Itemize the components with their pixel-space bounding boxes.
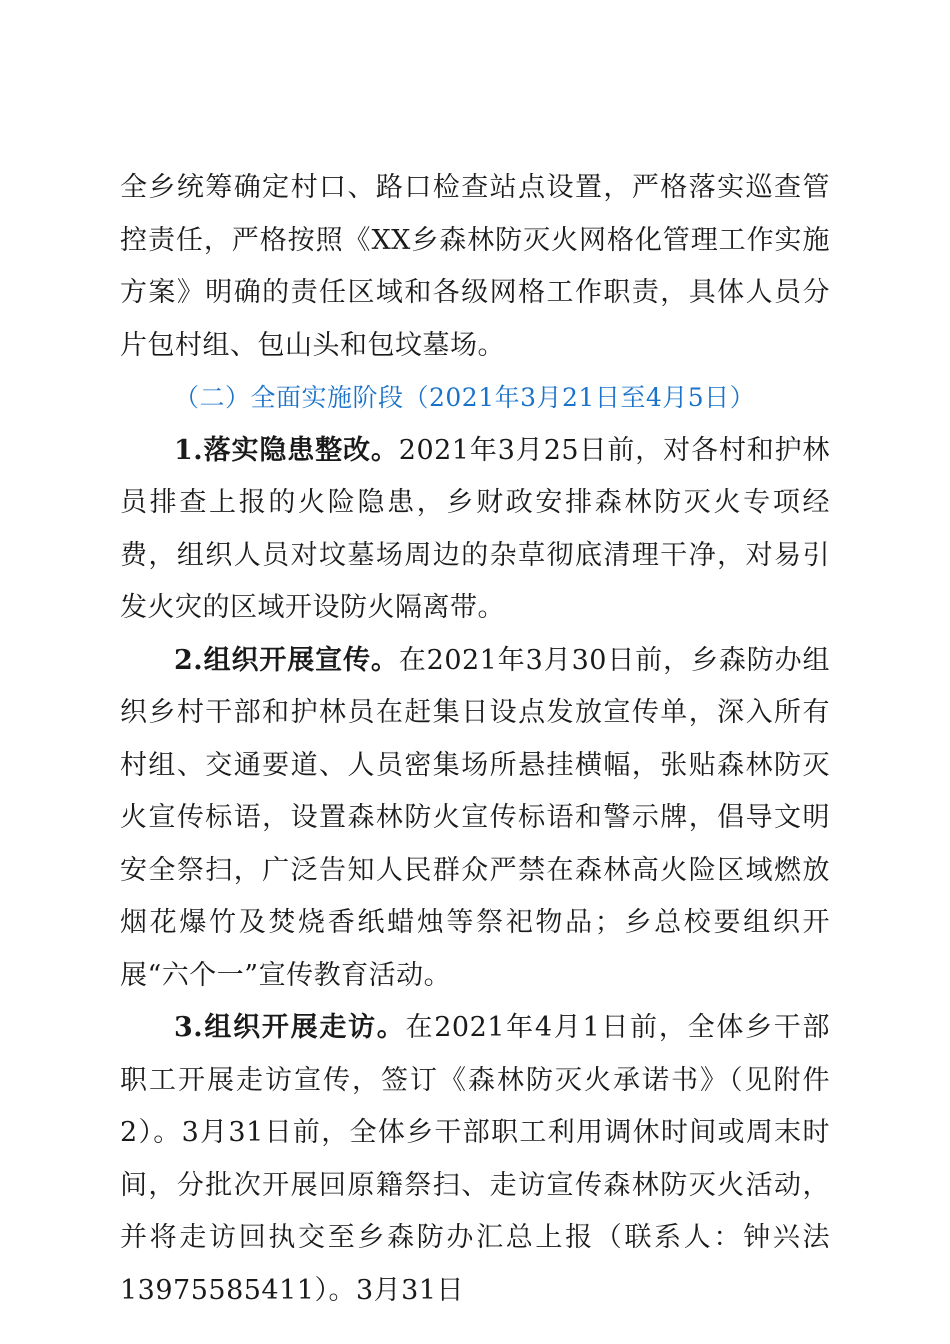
paragraph-intro: 全乡统筹确定村口、路口检查站点设置，严格落实巡查管控责任，严格按照《XX乡森林防灭火网格化管理工作实施方案》明确的责任区域和各级网格工作职责，具体人员分片包村组、包山头和包坟墓场。 xyxy=(120,172,830,361)
item-1-paragraph xyxy=(120,425,830,635)
item-1-title: 1.落实隐患整改。 xyxy=(174,434,399,466)
item-3-title: 3.组织开展走访。 xyxy=(174,1012,406,1043)
section-heading: （二）全面实施阶段（2021年3月21日至4月5日） xyxy=(174,383,756,412)
document-body xyxy=(120,162,830,1317)
item-2-body: 在2021年3月30日前，乡森防办组织乡村干部和护林员在赶集日设点发放宣传单，深入所有村组、交通要道、人员密集场所悬挂横幅，张贴森林防灭火宣传标语，设置森林防火宣传标语和警示牌，倡导文明安全祭扫，广泛告知人民群众严禁在森林高火险区域燃放烟花爆竹及焚烧香纸蜡烛等祭祀物品；乡总校要组织开展“六个一”宣传教育活动。 xyxy=(120,644,831,991)
item-1-body: 2021年3月25日前，对各村和护林员排查上报的火险隐患，乡财政安排森林防灭火专项经费，组织人员对坟墓场周边的杂草彻底清理干净，对易引发火灾的区域开设防火隔离带。 xyxy=(120,434,831,623)
item-2-paragraph xyxy=(120,635,830,1003)
item-2-title: 2.组织开展宣传。 xyxy=(174,644,399,676)
item-3-body: 在2021年4月1日前，全体乡干部职工开展走访宣传，签订《森林防灭火承诺书》（见附件2）。3月31日前，全体乡干部职工利用调休时间或周末时间，分批次开展回原籍祭扫、走访宣传森林防灭火活动，并将走访回执交至乡森防办汇总上报（联系人：钟兴法13975585411）。3月31日 xyxy=(120,1012,830,1306)
item-3-paragraph xyxy=(120,1002,830,1317)
